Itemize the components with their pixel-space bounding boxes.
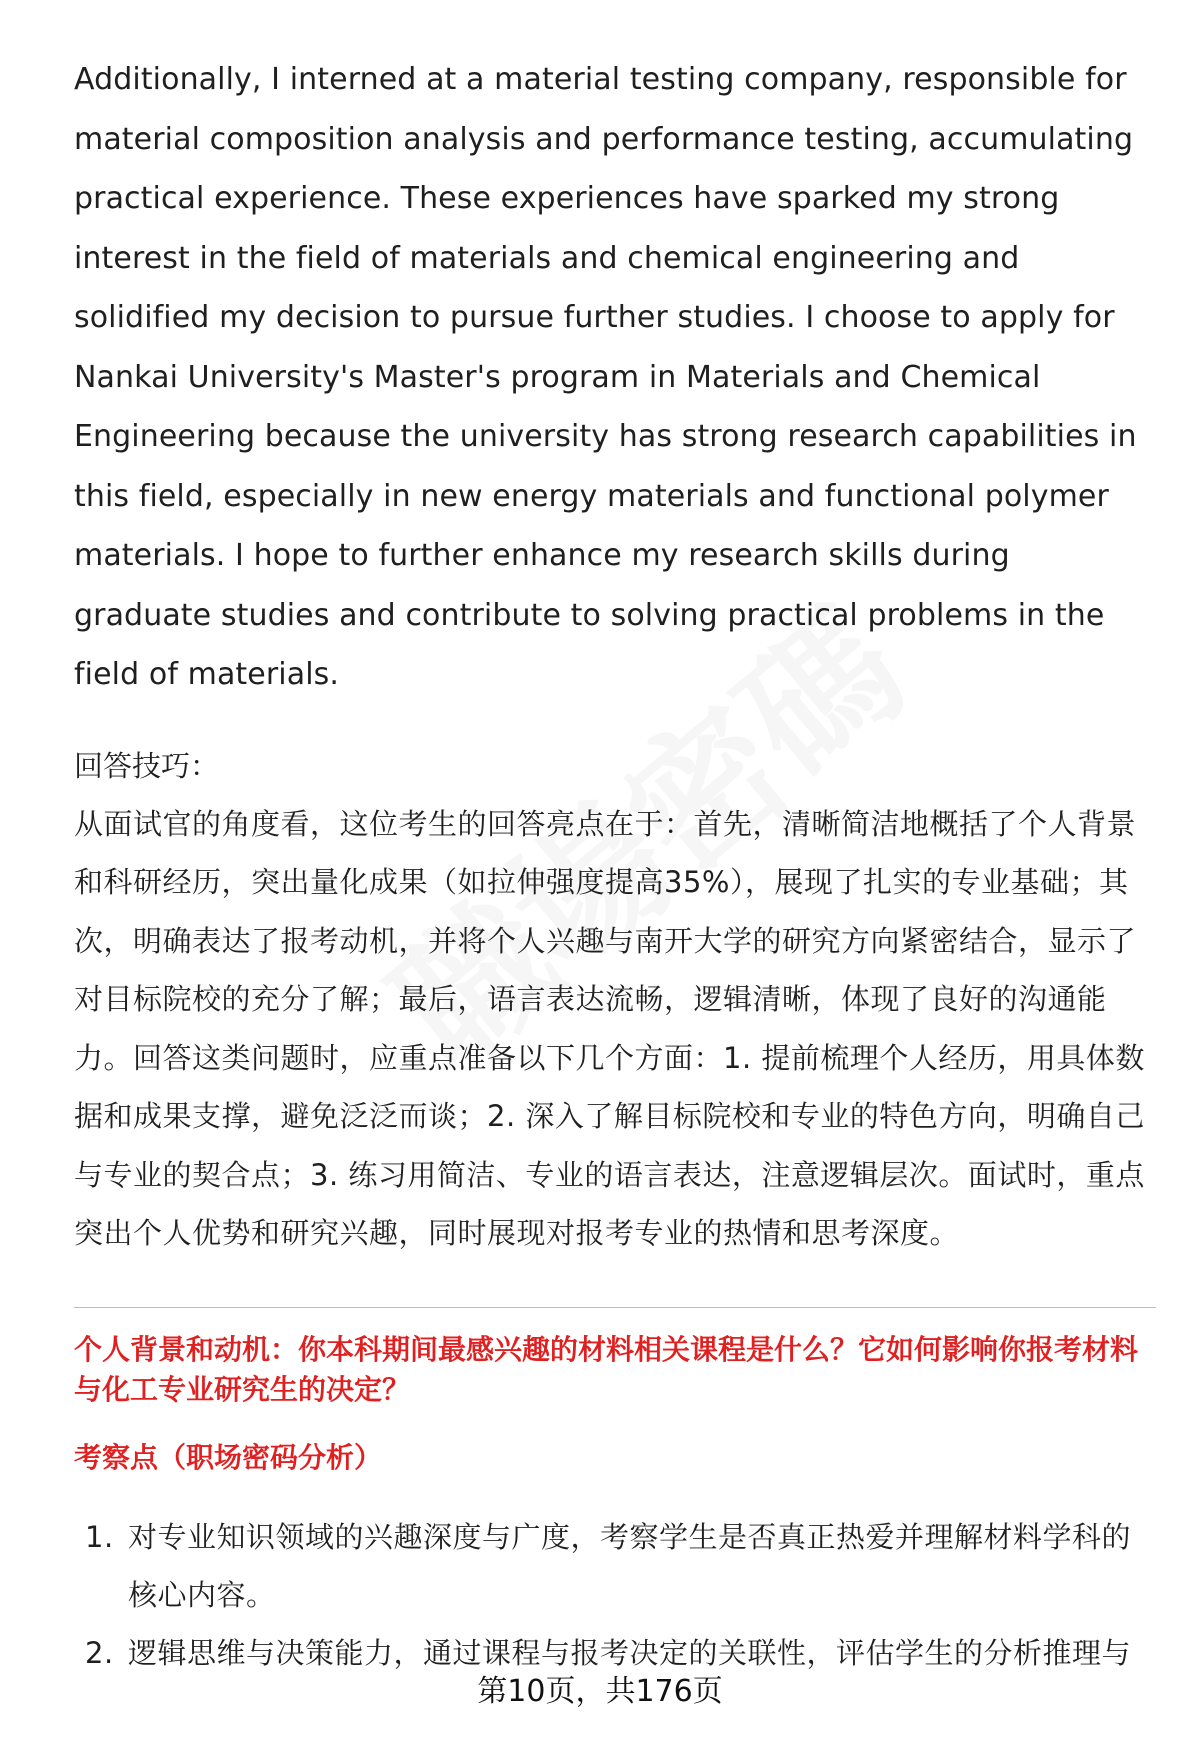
page-number-footer: 第10页，共176页 (477, 1674, 723, 1709)
tips-label: 回答技巧： (74, 748, 220, 783)
list-item-number: 2. (85, 1635, 114, 1670)
list-item-text: 对专业知识领域的兴趣深度与广度，考察学生是否真正热爱并理解材料学科的核心内容。 (128, 1519, 1132, 1612)
document-page (74, 50, 1156, 1682)
question-title: 个人背景和动机：你本科期间最感兴趣的材料相关课程是什么？它如何影响你报考材料与化工专业研究生的决定？ (74, 1332, 1139, 1406)
list-item-text: 逻辑思维与决策能力，通过课程与报考决定的关联性，评估学生的分析推理与 (128, 1635, 1132, 1670)
list-item (74, 1508, 1156, 1624)
tips-body: 从面试官的角度看，这位考生的回答亮点在于：首先，清晰简洁地概括了个人背景和科研经历，突出量化成果（如拉伸强度提高35%），展现了扎实的专业基础；其次，明确表达了报考动机，并将个人兴趣与南开大学的研究方向紧密结合，显示了对目标院校的充分了解；最后，语言表达流畅，逻辑清晰，体现了良好的沟通能力。回答这类问题时，应重点准备以下几个方面：1. 提前梳理个人经历，用具体数据和成果支撑，避免泛泛而谈；2. 深入了解目标院校和专业的特色方向，明确自己与专业的契合点；3. 练习用简洁、专业的语言表达，注意逻辑层次。面试时，重点突出个人优势和研究兴趣，同时展现对报考专业的热情和思考深度。 (74, 806, 1145, 1250)
list-item-number: 1. (85, 1519, 114, 1554)
assessment-points-list (74, 1508, 1156, 1682)
answer-paragraph: Additionally, I interned at a material testing company, responsible for material composition analysis and performance testing, accumulating practical experience. These experiences have sparked my strong interest in the field of materials and chemical engineering and solidified my decision to pursue further studies. I choose to apply for Nankai University's Master's program in Materials and Chemical Engineering because the university has strong research capabilities in this field, especially in new energy materials and functional polymer materials. I hope to further enhance my research skills during graduate studies and contribute to solving practical problems in the field of materials. (74, 62, 1137, 692)
section-divider (74, 1307, 1156, 1308)
assessment-heading: 考察点（职场密码分析） (74, 1440, 383, 1474)
